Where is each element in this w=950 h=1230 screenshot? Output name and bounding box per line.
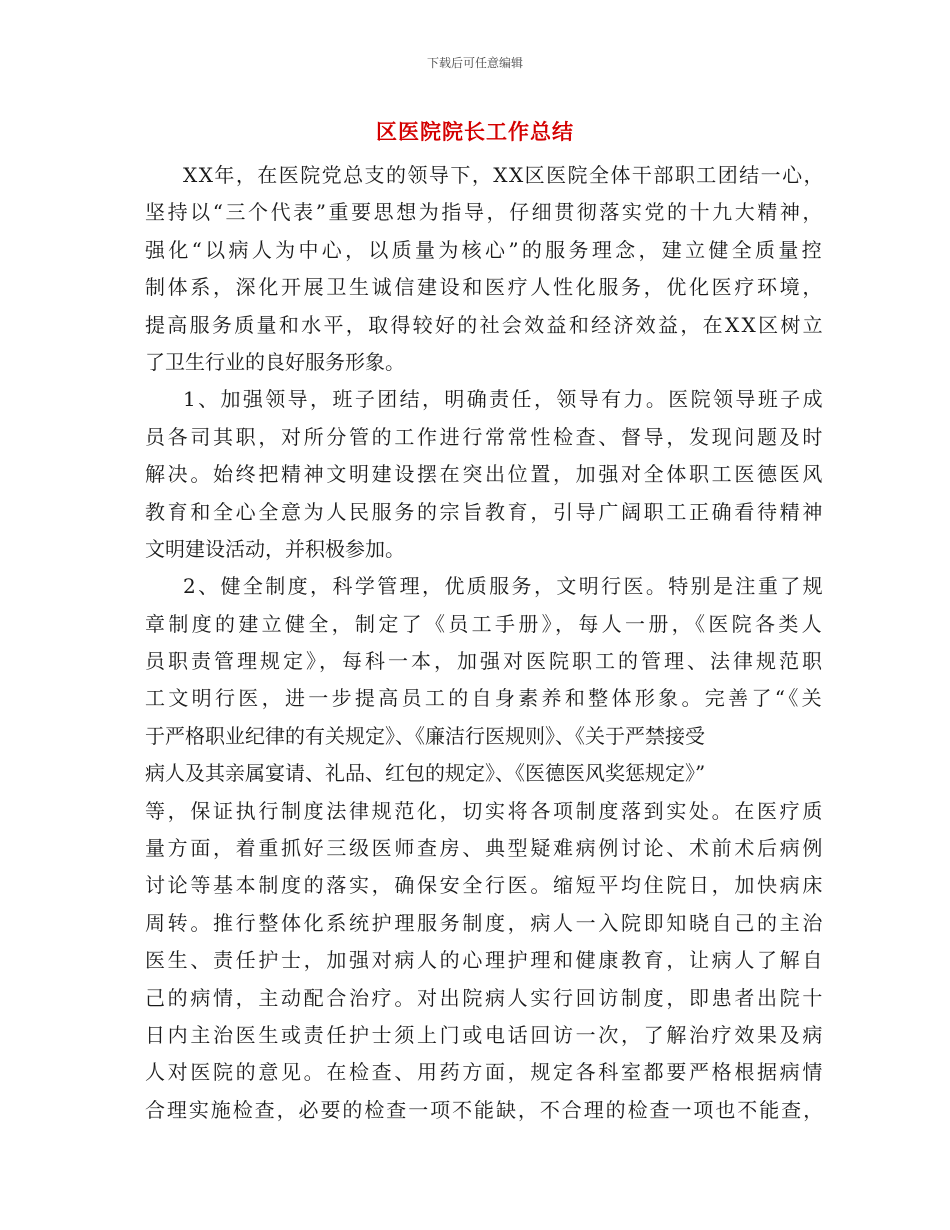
text-line: 制体系，深化开展卫生诚信建设和医疗人性化服务，优化医疗环境， <box>145 275 825 300</box>
text-line: 工文明行医，进一步提高员工的自身素养和整体形象。完善了“《关 <box>145 686 825 711</box>
text-line: 讨论等基本制度的落实，确保安全行医。缩短平均住院日，加快病床 <box>145 873 825 898</box>
text-line: 2、健全制度，科学管理，优质服务，文明行医。特别是注重了规 <box>183 574 825 599</box>
text-line: 等，保证执行制度法律规范化，切实将各项制度落到实处。在医疗质 <box>145 798 825 823</box>
text-line: 解决。始终把精神文明建设摆在突出位置，加强对全体职工医德医风 <box>145 462 825 487</box>
text-line: 了卫生行业的良好服务形象。 <box>145 349 405 374</box>
text-line: 医生、责任护士，加强对病人的心理护理和健康教育，让病人了解自 <box>145 948 825 973</box>
text-line: 日内主治医生或责任护士须上门或电话回访一次，了解治疗效果及病 <box>145 1022 825 1047</box>
text-line: 病人及其亲属宴请、礼品、红包的规定》、《医德医风奖惩规定》” <box>145 761 706 786</box>
text-line: 周转。推行整体化系统护理服务制度，病人一入院即知晓自己的主治 <box>145 910 825 935</box>
text-line: 员各司其职，对所分管的工作进行常常性检查、督导，发现问题及时 <box>145 424 825 449</box>
text-line: 员职责管理规定》，每科一本，加强对医院职工的管理、法律规范职 <box>145 649 825 674</box>
text-line: 教育和全心全意为人民服务的宗旨教育，引导广阔职工正确看待精神 <box>145 499 825 524</box>
text-line: 强化“以病人为中心，以质量为核心”的服务理念，建立健全质量控 <box>145 237 825 262</box>
document-title: 区医院院长工作总结 <box>376 120 574 144</box>
text-line: 人对医院的意见。在检查、用药方面，规定各科室都要严格根据病情 <box>145 1060 825 1085</box>
text-line: 1、加强领导，班子团结，明确责任，领导有力。医院领导班子成 <box>183 387 825 412</box>
text-line: 坚持以“三个代表”重要思想为指导，仔细贯彻落实党的十九大精神， <box>145 200 825 225</box>
text-line: 己的病情，主动配合治疗。对出院病人实行回访制度，即患者出院十 <box>145 985 825 1010</box>
text-line: 文明建设活动，并积极参加。 <box>145 536 405 561</box>
text-line: 合理实施检查，必要的检查一项不能缺，不合理的检查一项也不能查， <box>145 1097 825 1122</box>
text-line: 量方面，着重抓好三级医师查房、典型疑难病例讨论、术前术后病例 <box>145 836 825 861</box>
text-line: XX年，在医院党总支的领导下，XX区医院全体干部职工团结一心， <box>183 163 825 187</box>
text-line: 于严格职业纪律的有关规定》、《廉洁行医规则》、《关于严禁接受 <box>145 723 705 748</box>
header-note: 下载后可任意编辑 <box>426 56 523 70</box>
text-line: 提高服务质量和水平，取得较好的社会效益和经济效益，在XX区树立 <box>145 312 825 337</box>
document-body <box>145 157 825 1129</box>
text-line: 章制度的建立健全，制定了《员工手册》，每人一册，《医院各类人 <box>145 611 825 636</box>
